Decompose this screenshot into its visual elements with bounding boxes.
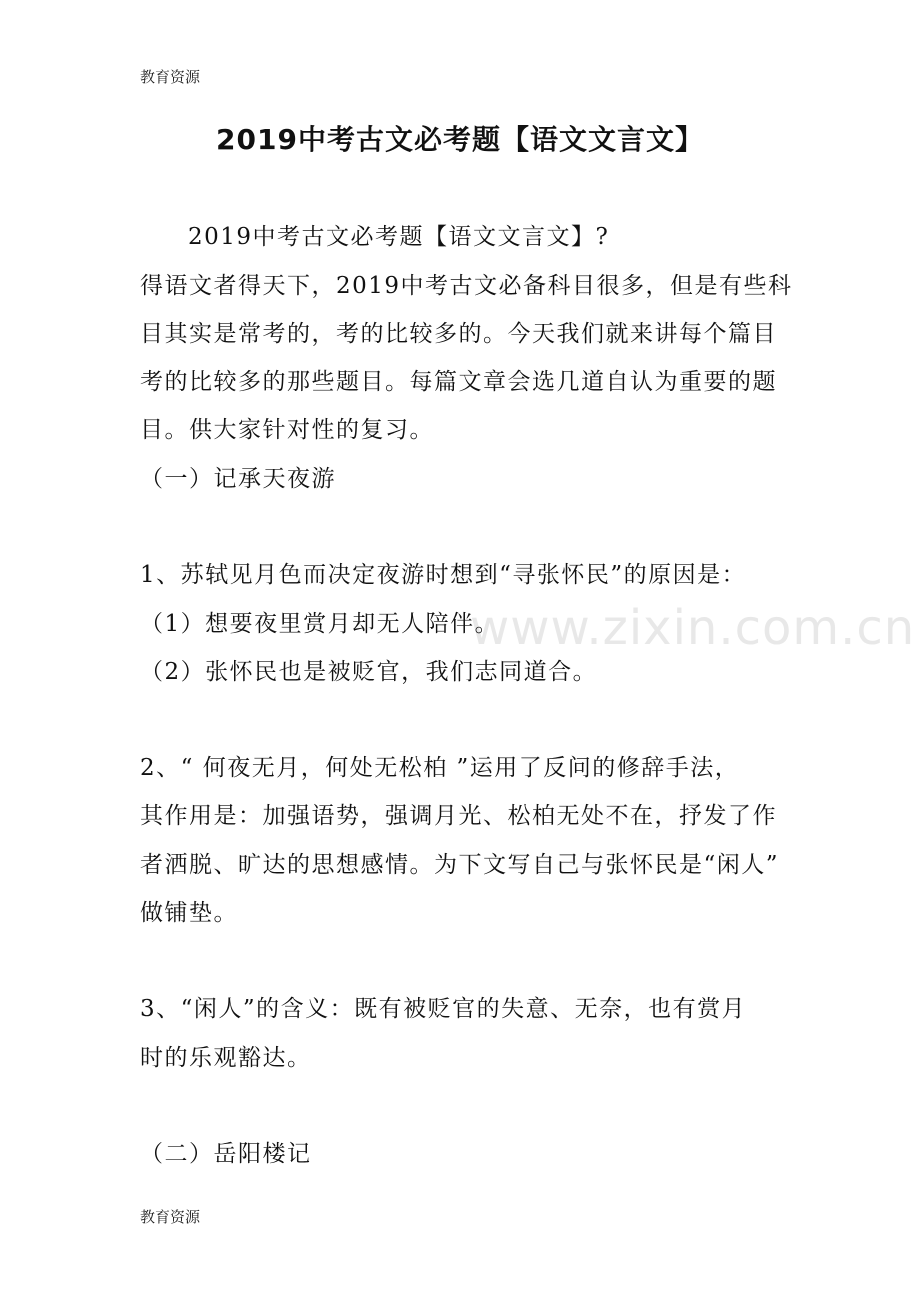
question-line: 3、“闲人”的含义：既有被贬官的失意、无奈，也有赏月 xyxy=(140,996,747,1022)
intro-title-line: 2019中考古文必考题【语文文言文】? xyxy=(188,224,610,250)
answer-line: 时的乐观豁达。 xyxy=(140,1045,312,1071)
question-line: 2、“ 何夜无月，何处无松柏 ”运用了反问的修辞手法， xyxy=(140,755,740,781)
section-heading: （二）岳阳楼记 xyxy=(140,1141,312,1167)
paragraph-line: 考的比较多的那些题目。每篇文章会选几道自认为重要的题 xyxy=(140,369,777,395)
answer-line: （2）张怀民也是被贬官，我们志同道合。 xyxy=(140,659,598,685)
answer-line: （1）想要夜里赏月却无人陪伴。 xyxy=(140,611,500,637)
question-line: 1、苏轼见月色而决定夜游时想到“寻张怀民”的原因是： xyxy=(140,562,747,588)
header-label: 教育资源 xyxy=(140,68,201,86)
footer-label: 教育资源 xyxy=(140,1208,201,1226)
paragraph-line: 目。供大家针对性的复习。 xyxy=(140,417,434,443)
paragraph-line: 目其实是常考的，考的比较多的。今天我们就来讲每个篇目 xyxy=(140,321,777,347)
paragraph-line: 得语文者得天下，2019中考古文必备科目很多，但是有些科 xyxy=(140,273,793,299)
section-heading: （一）记承天夜游 xyxy=(140,466,336,492)
answer-line: 者洒脱、旷达的思想感情。为下文写自己与张怀民是“闲人” xyxy=(140,852,780,878)
answer-line: 其作用是：加强语势，强调月光、松柏无处不在，抒发了作 xyxy=(140,803,777,829)
watermark: www.zixin.com.cn xyxy=(470,600,916,656)
document-title: 2019中考古文必考题【语文文言文】 xyxy=(216,123,704,156)
answer-line: 做铺垫。 xyxy=(140,900,238,926)
